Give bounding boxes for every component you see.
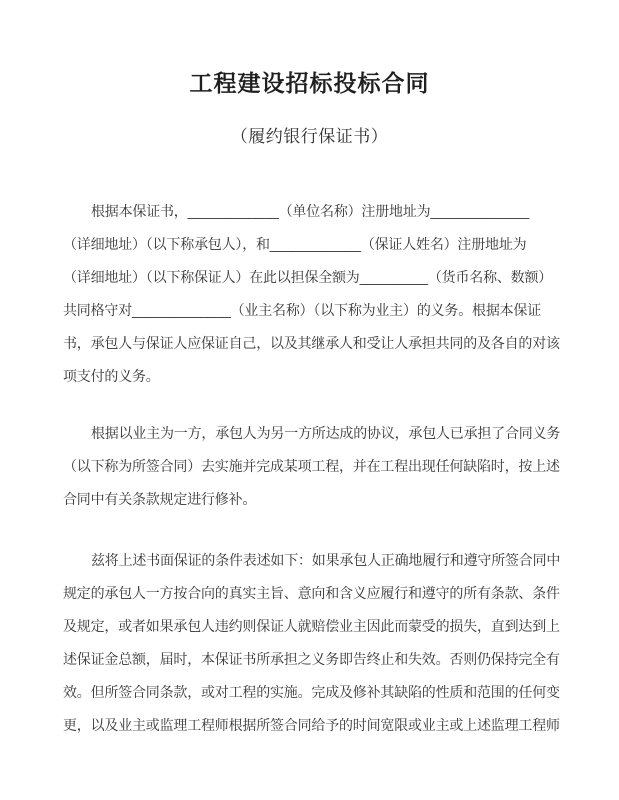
text-line: 及规定，或者如果承包人违约则保证人就赔偿业主因此而蒙受的损失，直到达到上 [63,618,560,634]
text-line: 效。但所签合同条款，或对工程的实施。完成及修补其缺陷的性质和范围的任何变 [63,684,560,700]
text-line: （详细地址）（以下称承包人），和____________（保证人姓名）注册地址为 [63,236,527,252]
text-line: 述保证金总额，届时，本保证书所承担之义务即告终止和失效。否则仍保持完全有 [63,651,560,667]
text-line: 合同中有关条款规定进行修补。 [63,491,257,507]
text-line: 规定的承包人一方按合向的真实主旨、意向和含义应履行和遵守的所有条款、条件 [63,585,560,601]
text-line: 根据本保证书，____________（单位名称）注册地址为_____________ [91,203,530,219]
document-subtitle: （履约银行保证书） [230,127,389,146]
text-line: 更，以及业主或监理工程师根据所签合同给予的时间宽限或业主或上述监理工程师 [63,717,560,733]
text-line: （以下称为所签合同）去实施并完成某项工程，并在工程出现任何缺陷时，按上述 [63,458,560,474]
paragraph-guarantee-conditions [63,544,559,742]
paragraph-guarantee-parties [63,195,559,393]
text-line: 共同格守对_____________（业主名称）（以下称为业主）的义务。根据本保证 [63,302,542,318]
paragraph-contract-obligation [63,417,559,516]
text-line: 根据以业主为一方，承包人为另一方所达成的协议，承包人已承担了合同义务 [91,425,561,441]
text-line: 书，承包人与保证人应保证自己，以及其继承人和受让人承担共同的及各自的对该 [63,335,560,351]
text-line: 兹将上述书面保证的条件表述如下：如果承包人正确地履行和遵守所签合同中 [91,552,561,568]
text-line: （详细地址）（以下称保证人）在此以担保全额为_________（货币名称、数额） [63,269,553,285]
document-title: 工程建设招标投标合同 [189,70,430,96]
text-line: 项支付的义务。 [63,368,160,384]
document-body [63,195,559,742]
